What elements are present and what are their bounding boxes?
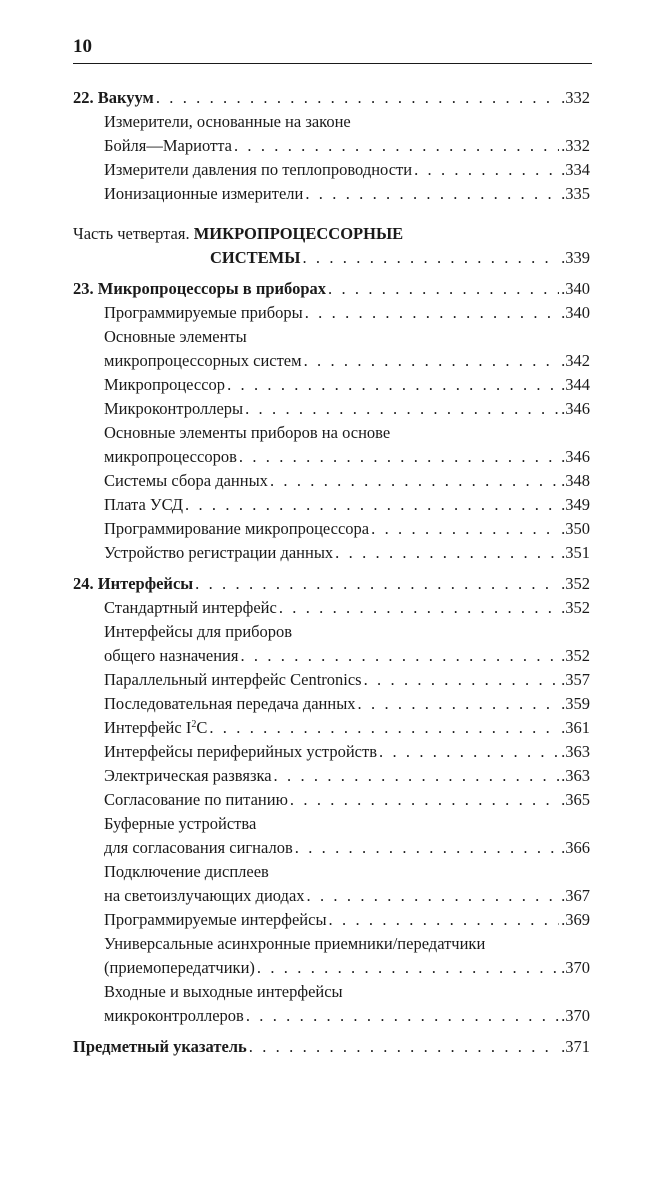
toc-item-text: Параллельный интерфейс Centronics xyxy=(104,670,362,689)
toc-item xyxy=(73,134,590,158)
page-ref: .357 xyxy=(561,670,590,689)
dot-leader xyxy=(246,1004,559,1028)
toc-item-line1 xyxy=(73,980,590,1004)
toc-item xyxy=(73,541,590,565)
toc-item xyxy=(73,158,590,182)
page-ref: .359 xyxy=(561,694,590,713)
toc-item-text: Программирование микропроцессора xyxy=(104,519,370,538)
toc-item-text: Ионизационные измерители xyxy=(104,184,304,203)
toc-item-text: Программируемые интерфейсы xyxy=(104,910,327,929)
toc-item-text-before: Интерфейс I xyxy=(104,718,192,737)
toc-item-line1 xyxy=(73,110,590,134)
toc-item-text: Основные элементы приборов на основе xyxy=(104,423,391,442)
page-ref: .340 xyxy=(561,303,590,322)
header-rule xyxy=(73,63,592,64)
toc-item-text: Интерфейсы периферийных устройств xyxy=(104,742,377,761)
dot-leader xyxy=(274,764,560,788)
toc-item-text: Последовательная передача данных xyxy=(104,694,356,713)
table-of-contents xyxy=(73,86,590,1059)
page-ref: .363 xyxy=(561,742,590,761)
toc-item xyxy=(73,517,590,541)
toc-item-text: Микроконтроллеры xyxy=(104,399,244,418)
page-ref: .349 xyxy=(561,495,590,514)
part-title: МИКРОПРОЦЕССОРНЫЕ xyxy=(193,224,404,243)
toc-item xyxy=(73,301,590,325)
toc-item-text: Бойля—Мариотта xyxy=(104,136,232,155)
toc-item-text: Согласование по питанию xyxy=(104,790,288,809)
toc-item-text xyxy=(104,716,207,740)
toc-item xyxy=(73,596,590,620)
dot-leader xyxy=(240,644,559,668)
index-entry xyxy=(73,1035,590,1059)
dot-leader xyxy=(371,517,559,541)
page-ref: .340 xyxy=(561,279,590,298)
toc-item-text: Универсальные асинхронные приемники/передатчики xyxy=(104,934,486,953)
toc-item-text: Буферные устройства xyxy=(104,814,257,833)
page-ref: .370 xyxy=(561,958,590,977)
toc-item-text: Основные элементы xyxy=(104,327,247,346)
page-ref: .348 xyxy=(561,471,590,490)
toc-item-text: Электрическая развязка xyxy=(104,766,272,785)
dot-leader xyxy=(195,572,559,596)
page-ref: .367 xyxy=(561,886,590,905)
dot-leader xyxy=(328,277,559,301)
toc-item-text: микроконтроллеров xyxy=(104,1006,244,1025)
part-title-cont: СИСТЕМЫ xyxy=(210,248,301,267)
toc-item-text: (приемопередатчики) xyxy=(104,958,255,977)
toc-item xyxy=(73,182,590,206)
page-ref: .350 xyxy=(561,519,590,538)
toc-item xyxy=(73,956,590,980)
page-ref: .346 xyxy=(561,399,590,418)
toc-item-line1 xyxy=(73,620,590,644)
toc-item-text: Устройство регистрации данных xyxy=(104,543,334,562)
page-ref: .332 xyxy=(561,88,590,107)
toc-item xyxy=(73,908,590,932)
chapter-24-entry xyxy=(73,572,590,596)
part-4-entry xyxy=(73,246,590,270)
dot-leader xyxy=(304,349,560,373)
page-ref: .342 xyxy=(561,351,590,370)
toc-item-text: Микропроцессор xyxy=(104,375,226,394)
dot-leader xyxy=(249,1035,559,1059)
page-ref: .369 xyxy=(561,910,590,929)
toc-item xyxy=(73,644,590,668)
toc-item-text: Измерители давления по теплопроводности xyxy=(104,160,413,179)
page-ref: .352 xyxy=(561,574,590,593)
dot-leader xyxy=(270,469,559,493)
page-ref: .346 xyxy=(561,447,590,466)
part-4-heading xyxy=(73,222,590,246)
toc-item-line1 xyxy=(73,860,590,884)
page-ref: .361 xyxy=(561,718,590,737)
toc-item-text: Измерители, основанные на законе xyxy=(104,112,351,131)
toc-item-line1 xyxy=(73,421,590,445)
page-ref: .371 xyxy=(561,1037,590,1056)
toc-item-text: для согласования сигналов xyxy=(104,838,293,857)
toc-item xyxy=(73,1004,590,1028)
toc-item xyxy=(73,397,590,421)
chapter-title: 22. Вакуум xyxy=(73,88,154,107)
dot-leader xyxy=(239,445,559,469)
toc-item xyxy=(73,836,590,860)
toc-item-text: микропроцессорных систем xyxy=(104,351,302,370)
toc-item xyxy=(73,716,590,740)
toc-item xyxy=(73,469,590,493)
page-ref: .332 xyxy=(561,136,590,155)
page-ref: .351 xyxy=(561,543,590,562)
toc-item-text: общего назначения xyxy=(104,646,239,665)
toc-item-text: на светоизлучающих диодах xyxy=(104,886,305,905)
dot-leader xyxy=(302,246,559,270)
page-ref: .335 xyxy=(561,184,590,203)
toc-item xyxy=(73,764,590,788)
superscript: 2 xyxy=(191,719,197,730)
dot-leader xyxy=(209,716,559,740)
toc-item-text: Подключение дисплеев xyxy=(104,862,269,881)
toc-item-line1 xyxy=(73,812,590,836)
dot-leader xyxy=(257,956,559,980)
toc-item-line1 xyxy=(73,325,590,349)
chapter-title: 23. Микропроцессоры в приборах xyxy=(73,279,326,298)
part-label: Часть четвертая. xyxy=(73,224,190,243)
page-ref: .352 xyxy=(561,598,590,617)
chapter-23-entry xyxy=(73,277,590,301)
dot-leader xyxy=(358,692,560,716)
toc-item-text: Плата УСД xyxy=(104,495,184,514)
dot-leader xyxy=(185,493,559,517)
dot-leader xyxy=(379,740,559,764)
dot-leader xyxy=(414,158,559,182)
index-title: Предметный указатель xyxy=(73,1037,247,1056)
dot-leader xyxy=(245,397,559,421)
toc-item-text: Входные и выходные интерфейсы xyxy=(104,982,343,1001)
toc-item xyxy=(73,692,590,716)
chapter-title: 24. Интерфейсы xyxy=(73,574,194,593)
dot-leader xyxy=(295,836,559,860)
toc-item-text: Интерфейсы для приборов xyxy=(104,622,293,641)
page-ref: .366 xyxy=(561,838,590,857)
toc-item xyxy=(73,884,590,908)
toc-item xyxy=(73,740,590,764)
toc-item xyxy=(73,373,590,397)
dot-leader xyxy=(227,373,559,397)
page-ref: .344 xyxy=(561,375,590,394)
dot-leader xyxy=(290,788,559,812)
toc-item xyxy=(73,445,590,469)
toc-item-text: Стандартный интерфейс xyxy=(104,598,277,617)
dot-leader xyxy=(364,668,560,692)
toc-item-text: Программируемые приборы xyxy=(104,303,303,322)
toc-item-text: микропроцессоров xyxy=(104,447,237,466)
toc-item xyxy=(73,668,590,692)
toc-item-text-after: C xyxy=(196,718,208,737)
dot-leader xyxy=(279,596,559,620)
toc-item xyxy=(73,349,590,373)
dot-leader xyxy=(335,541,559,565)
page-ref: .339 xyxy=(561,248,590,267)
toc-item-line1 xyxy=(73,932,590,956)
chapter-22-entry xyxy=(73,86,590,110)
dot-leader xyxy=(307,884,560,908)
page-ref: .365 xyxy=(561,790,590,809)
page-ref: .363 xyxy=(561,766,590,785)
page-ref: .370 xyxy=(561,1006,590,1025)
dot-leader xyxy=(305,301,559,325)
dot-leader xyxy=(329,908,560,932)
toc-item xyxy=(73,788,590,812)
toc-item xyxy=(73,493,590,517)
dot-leader xyxy=(156,86,559,110)
page-number: 10 xyxy=(73,36,92,57)
toc-item-text: Системы сбора данных xyxy=(104,471,268,490)
page-ref: .352 xyxy=(561,646,590,665)
dot-leader xyxy=(234,134,559,158)
page-ref: .334 xyxy=(561,160,590,179)
dot-leader xyxy=(305,182,559,206)
